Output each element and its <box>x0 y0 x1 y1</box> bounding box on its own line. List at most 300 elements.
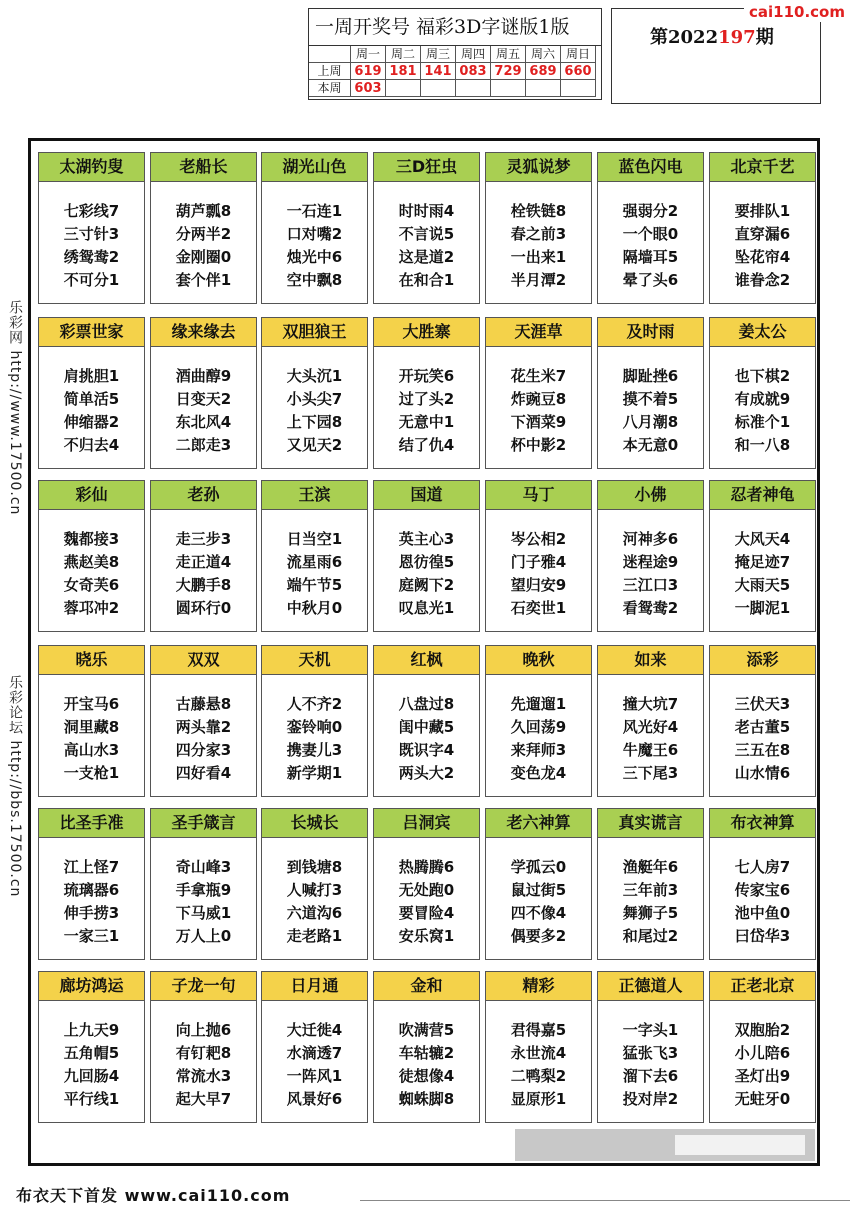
riddle-line: 一家三1 <box>63 927 120 945</box>
riddle-line: 一字头1 <box>622 1021 679 1039</box>
riddle-line: 分两半2 <box>175 225 232 243</box>
riddle-line: 六道沟6 <box>286 904 343 922</box>
riddle-line: 恩彷徨5 <box>398 553 455 571</box>
riddle-card <box>150 971 257 1123</box>
riddle-line: 鼠过街5 <box>510 881 567 899</box>
card-riddles <box>486 838 591 948</box>
day-label: 周日 <box>561 46 596 63</box>
riddle-line: 望归安9 <box>510 576 567 594</box>
day-label: 周二 <box>386 46 421 63</box>
riddle-card <box>261 317 368 469</box>
card-author: 布衣神算 <box>710 809 815 838</box>
riddle-card <box>485 645 592 797</box>
card-riddles <box>262 347 367 457</box>
riddle-card <box>373 317 480 469</box>
riddle-line: 洞里藏8 <box>63 718 120 736</box>
card-author: 北京千艺 <box>710 153 815 182</box>
card-author: 红枫 <box>374 646 479 675</box>
card-riddles <box>39 1001 144 1111</box>
card-riddles <box>598 347 703 457</box>
card-riddles <box>151 182 256 292</box>
riddle-line: 来拜师3 <box>510 741 567 759</box>
riddle-line: 口对嘴2 <box>286 225 343 243</box>
this-week-number: 603 <box>351 80 386 97</box>
site-watermark-top: cai110.com <box>744 2 850 22</box>
riddle-line: 蜘蛛脚8 <box>398 1090 455 1108</box>
card-riddles <box>262 838 367 948</box>
this-week-number <box>526 80 561 97</box>
card-author: 如来 <box>598 646 703 675</box>
footer-text: 布衣天下首发 www.cai110.com <box>16 1186 291 1205</box>
riddle-card <box>150 645 257 797</box>
card-riddles <box>486 182 591 292</box>
riddle-card <box>485 971 592 1123</box>
riddle-line: 二郎走3 <box>175 436 232 454</box>
riddle-card <box>485 152 592 304</box>
riddle-card <box>150 317 257 469</box>
riddle-line: 渔艇年6 <box>622 858 679 876</box>
riddle-card <box>150 808 257 960</box>
riddle-line: 英主心3 <box>398 530 455 548</box>
riddle-line: 绣鸳鸯2 <box>63 248 120 266</box>
riddle-line: 下酒菜9 <box>510 413 567 431</box>
riddle-line: 燕赵美8 <box>63 553 120 571</box>
last-week-number: 181 <box>386 63 421 80</box>
riddle-line: 这是道2 <box>398 248 455 266</box>
card-author: 比圣手准 <box>39 809 144 838</box>
riddle-card <box>597 317 704 469</box>
riddle-card <box>597 480 704 632</box>
riddle-card <box>597 808 704 960</box>
riddle-card <box>261 971 368 1123</box>
card-riddles <box>486 510 591 620</box>
riddle-line: 隔墙耳5 <box>622 248 679 266</box>
card-author: 天涯草 <box>486 318 591 347</box>
riddle-card <box>597 971 704 1123</box>
riddle-card <box>597 152 704 304</box>
riddle-line: 九回肠4 <box>63 1067 120 1085</box>
riddle-line: 撞大坑7 <box>622 695 679 713</box>
riddle-line: 两头靠2 <box>175 718 232 736</box>
riddle-line: 风光好4 <box>622 718 679 736</box>
riddle-line: 车轱辘2 <box>398 1044 455 1062</box>
card-riddles <box>710 1001 815 1111</box>
riddle-line: 空中飘8 <box>286 271 343 289</box>
card-riddles <box>151 347 256 457</box>
riddle-line: 一脚泥1 <box>734 599 791 617</box>
this-week-label: 本周 <box>309 80 351 97</box>
card-author: 晓乐 <box>39 646 144 675</box>
riddle-card <box>709 645 816 797</box>
this-week-number <box>561 80 596 97</box>
riddle-card <box>709 971 816 1123</box>
riddle-line: 平行线1 <box>63 1090 120 1108</box>
issue-number <box>650 23 774 49</box>
riddle-line: 风景好6 <box>286 1090 343 1108</box>
last-week-number: 729 <box>491 63 526 80</box>
card-riddles <box>151 838 256 948</box>
draw-results-table <box>308 8 602 100</box>
riddle-line: 大风天4 <box>734 530 791 548</box>
riddle-line: 杯中影2 <box>510 436 567 454</box>
riddle-line: 新学期1 <box>286 764 343 782</box>
last-week-number: 689 <box>526 63 561 80</box>
riddle-line: 君得嘉5 <box>510 1021 567 1039</box>
riddle-line: 投对岸2 <box>622 1090 679 1108</box>
riddle-line: 庭阙下2 <box>398 576 455 594</box>
card-author: 圣手箴言 <box>151 809 256 838</box>
card-author: 彩票世家 <box>39 318 144 347</box>
riddle-line: 上九天9 <box>63 1021 120 1039</box>
last-week-number: 619 <box>351 63 386 80</box>
riddle-line: 三寸针3 <box>63 225 120 243</box>
riddle-line: 一阵风1 <box>286 1067 343 1085</box>
riddle-line: 溜下去6 <box>622 1067 679 1085</box>
riddle-line: 起大早7 <box>175 1090 232 1108</box>
riddle-line: 伸手捞3 <box>63 904 120 922</box>
riddle-line: 三五在8 <box>734 741 791 759</box>
riddle-line: 标准个1 <box>734 413 791 431</box>
issue-suffix: 期 <box>755 27 774 48</box>
riddle-line: 八盘过8 <box>398 695 455 713</box>
riddle-card <box>709 317 816 469</box>
riddle-line: 向上抛6 <box>175 1021 232 1039</box>
riddle-line: 池中鱼0 <box>734 904 791 922</box>
riddle-line: 不言说5 <box>398 225 455 243</box>
riddle-line: 中秋月0 <box>286 599 343 617</box>
this-week-number <box>456 80 491 97</box>
card-author: 大胜寨 <box>374 318 479 347</box>
riddle-line: 有钉耙8 <box>175 1044 232 1062</box>
riddle-card <box>38 808 145 960</box>
riddle-line: 传家宝6 <box>734 881 791 899</box>
gray-banner-inner <box>675 1135 805 1155</box>
card-author: 灵狐说梦 <box>486 153 591 182</box>
card-author: 长城长 <box>262 809 367 838</box>
riddle-card <box>597 645 704 797</box>
riddle-line: 手拿瓶9 <box>175 881 232 899</box>
riddle-line: 伸缩器2 <box>63 413 120 431</box>
card-author: 老六神算 <box>486 809 591 838</box>
card-author: 金和 <box>374 972 479 1001</box>
card-author: 国道 <box>374 481 479 510</box>
riddle-line: 又见天2 <box>286 436 343 454</box>
last-week-number: 660 <box>561 63 596 80</box>
riddle-line: 猛张飞3 <box>622 1044 679 1062</box>
card-riddles <box>486 675 591 785</box>
header-title: 一周开奖号 福彩3D字谜版1版 <box>309 9 601 46</box>
riddle-line: 山水情6 <box>734 764 791 782</box>
card-riddles <box>262 510 367 620</box>
riddle-line: 叹息光1 <box>398 599 455 617</box>
card-author: 三D狂虫 <box>374 153 479 182</box>
riddle-line: 銮铃响0 <box>286 718 343 736</box>
riddle-line: 流星雨6 <box>286 553 343 571</box>
card-riddles <box>39 182 144 292</box>
card-riddles <box>39 838 144 948</box>
this-week-number <box>491 80 526 97</box>
footer-rule <box>360 1200 850 1201</box>
card-riddles <box>710 838 815 948</box>
riddle-line: 人喊打3 <box>286 881 343 899</box>
card-riddles <box>598 182 703 292</box>
card-author: 添彩 <box>710 646 815 675</box>
card-author: 马丁 <box>486 481 591 510</box>
riddle-line: 水滴透7 <box>286 1044 343 1062</box>
card-riddles <box>151 675 256 785</box>
side-upper-name: 乐彩网 <box>7 300 23 345</box>
riddle-card <box>373 645 480 797</box>
side-lower-url: http://bbs.17500.cn <box>7 740 23 898</box>
riddle-line: 热腾腾6 <box>398 858 455 876</box>
riddle-line: 迷程途9 <box>622 553 679 571</box>
card-author: 老船长 <box>151 153 256 182</box>
last-week-number: 083 <box>456 63 491 80</box>
riddle-line: 炸豌豆8 <box>510 390 567 408</box>
riddle-line: 既识字4 <box>398 741 455 759</box>
card-author: 吕洞宾 <box>374 809 479 838</box>
card-riddles <box>39 510 144 620</box>
riddle-line: 魏都接3 <box>63 530 120 548</box>
riddle-line: 开宝马6 <box>63 695 120 713</box>
riddle-line: 强弱分2 <box>622 202 679 220</box>
riddle-line: 七人房7 <box>734 858 791 876</box>
riddle-line: 在和合1 <box>398 271 455 289</box>
side-upper-url: http://www.17500.cn <box>7 350 23 516</box>
riddle-line: 七彩线7 <box>63 202 120 220</box>
riddle-line: 坠花帘4 <box>734 248 791 266</box>
riddle-line: 女奇芙6 <box>63 576 120 594</box>
card-author: 日月通 <box>262 972 367 1001</box>
side-text-lower <box>3 675 25 897</box>
riddle-line: 上下园8 <box>286 413 343 431</box>
riddle-line: 常流水3 <box>175 1067 232 1085</box>
riddle-line: 看鸳鸯2 <box>622 599 679 617</box>
card-author: 子龙一句 <box>151 972 256 1001</box>
riddle-line: 走老路1 <box>286 927 343 945</box>
riddle-line: 小儿陪6 <box>734 1044 791 1062</box>
riddle-line: 日当空1 <box>286 530 343 548</box>
riddle-card <box>709 808 816 960</box>
card-author: 小佛 <box>598 481 703 510</box>
day-label: 周四 <box>456 46 491 63</box>
riddle-line: 有成就9 <box>734 390 791 408</box>
riddle-card <box>485 317 592 469</box>
riddle-line: 三年前3 <box>622 881 679 899</box>
riddle-line: 也下棋2 <box>734 367 791 385</box>
riddle-line: 显原形1 <box>510 1090 567 1108</box>
riddle-line: 不可分1 <box>63 271 120 289</box>
riddle-line: 古藤悬8 <box>175 695 232 713</box>
riddle-line: 本无意0 <box>622 436 679 454</box>
riddle-card <box>485 480 592 632</box>
riddle-line: 大鹏手8 <box>175 576 232 594</box>
riddle-line: 变色龙4 <box>510 764 567 782</box>
riddle-line: 三下尾3 <box>622 764 679 782</box>
riddle-line: 琉璃器6 <box>63 881 120 899</box>
riddle-card <box>38 971 145 1123</box>
card-riddles <box>39 347 144 457</box>
card-riddles <box>374 510 479 620</box>
riddle-card <box>373 808 480 960</box>
riddle-line: 携妻儿3 <box>286 741 343 759</box>
riddle-line: 一石连1 <box>286 202 343 220</box>
riddle-card <box>373 152 480 304</box>
riddle-card <box>261 645 368 797</box>
card-riddles <box>374 347 479 457</box>
side-text-upper <box>3 300 25 515</box>
riddle-line: 一个眼0 <box>622 225 679 243</box>
riddle-line: 江上怪7 <box>63 858 120 876</box>
riddle-line: 五角帽5 <box>63 1044 120 1062</box>
riddle-line: 门子雅4 <box>510 553 567 571</box>
riddle-line: 直穿漏6 <box>734 225 791 243</box>
riddle-card <box>261 480 368 632</box>
riddle-line: 人不齐2 <box>286 695 343 713</box>
riddle-line: 栓铁链8 <box>510 202 567 220</box>
riddle-card <box>38 152 145 304</box>
riddle-line: 三伏天3 <box>734 695 791 713</box>
riddle-card <box>150 152 257 304</box>
card-author: 太湖钓叟 <box>39 153 144 182</box>
riddle-line: 岑公相2 <box>510 530 567 548</box>
day-label: 周三 <box>421 46 456 63</box>
side-lower-name: 乐彩论坛 <box>7 675 23 735</box>
card-author: 廊坊鸿运 <box>39 972 144 1001</box>
riddle-line: 圆环行0 <box>175 599 232 617</box>
riddle-line: 到钱塘8 <box>286 858 343 876</box>
card-riddles <box>598 838 703 948</box>
card-riddles <box>374 838 479 948</box>
riddle-line: 闺中藏5 <box>398 718 455 736</box>
card-author: 双双 <box>151 646 256 675</box>
riddle-card <box>38 645 145 797</box>
card-author: 及时雨 <box>598 318 703 347</box>
card-author: 彩仙 <box>39 481 144 510</box>
last-week-number: 141 <box>421 63 456 80</box>
day-label: 周五 <box>491 46 526 63</box>
riddle-line: 和尾过2 <box>622 927 679 945</box>
riddle-line: 简单活5 <box>63 390 120 408</box>
riddle-board <box>28 138 820 1166</box>
card-riddles <box>486 347 591 457</box>
riddle-line: 掩足迹7 <box>734 553 791 571</box>
riddle-line: 双胞胎2 <box>734 1021 791 1039</box>
riddle-line: 八月潮8 <box>622 413 679 431</box>
card-riddles <box>486 1001 591 1111</box>
day-label: 周六 <box>526 46 561 63</box>
riddle-line: 徒想像4 <box>398 1067 455 1085</box>
card-author: 老孙 <box>151 481 256 510</box>
card-riddles <box>710 347 815 457</box>
card-author: 王滨 <box>262 481 367 510</box>
card-riddles <box>710 675 815 785</box>
riddle-line: 走正道4 <box>175 553 232 571</box>
riddle-line: 四好看4 <box>175 764 232 782</box>
riddle-line: 万人上0 <box>175 927 232 945</box>
riddle-card <box>261 808 368 960</box>
card-riddles <box>39 675 144 785</box>
riddle-line: 时时雨4 <box>398 202 455 220</box>
card-author: 精彩 <box>486 972 591 1001</box>
riddle-line: 二鸭梨2 <box>510 1067 567 1085</box>
card-author: 正德道人 <box>598 972 703 1001</box>
riddle-line: 花生米7 <box>510 367 567 385</box>
riddle-line: 四不像4 <box>510 904 567 922</box>
card-author: 姜太公 <box>710 318 815 347</box>
card-author: 忍者神龟 <box>710 481 815 510</box>
issue-box <box>611 8 821 104</box>
riddle-card <box>373 480 480 632</box>
card-riddles <box>262 675 367 785</box>
riddle-card <box>261 152 368 304</box>
riddle-line: 开玩笑6 <box>398 367 455 385</box>
riddle-line: 久回荡9 <box>510 718 567 736</box>
riddle-line: 奇山峰3 <box>175 858 232 876</box>
riddle-line: 无处跑0 <box>398 881 455 899</box>
riddle-line: 晕了头6 <box>622 271 679 289</box>
riddle-line: 两头大2 <box>398 764 455 782</box>
riddle-line: 结了仇4 <box>398 436 455 454</box>
riddle-line: 谁眷念2 <box>734 271 791 289</box>
riddle-line: 大雨天5 <box>734 576 791 594</box>
riddle-line: 走三步3 <box>175 530 232 548</box>
card-author: 天机 <box>262 646 367 675</box>
riddle-line: 下马威1 <box>175 904 232 922</box>
day-label: 周一 <box>351 46 386 63</box>
card-riddles <box>598 510 703 620</box>
riddle-line: 老古董5 <box>734 718 791 736</box>
card-riddles <box>374 675 479 785</box>
riddle-line: 端午节5 <box>286 576 343 594</box>
riddle-line: 半月潭2 <box>510 271 567 289</box>
last-week-label: 上周 <box>309 63 351 80</box>
riddle-line: 无蛀牙0 <box>734 1090 791 1108</box>
card-riddles <box>710 510 815 620</box>
riddle-line: 无意中1 <box>398 413 455 431</box>
draw-grid <box>309 46 601 97</box>
riddle-line: 金刚圈0 <box>175 248 232 266</box>
card-riddles <box>374 182 479 292</box>
riddle-line: 过了头2 <box>398 390 455 408</box>
riddle-line: 牛魔王6 <box>622 741 679 759</box>
card-riddles <box>151 510 256 620</box>
card-author: 蓝色闪电 <box>598 153 703 182</box>
card-riddles <box>262 1001 367 1111</box>
riddle-line: 大头沉1 <box>286 367 343 385</box>
riddle-line: 吹满营5 <box>398 1021 455 1039</box>
riddle-line: 脚趾挫6 <box>622 367 679 385</box>
card-riddles <box>374 1001 479 1111</box>
riddle-line: 肩挑胆1 <box>63 367 120 385</box>
riddle-line: 学孤云0 <box>510 858 567 876</box>
card-author: 缘来缘去 <box>151 318 256 347</box>
card-riddles <box>598 1001 703 1111</box>
riddle-line: 烛光中6 <box>286 248 343 266</box>
riddle-card <box>150 480 257 632</box>
riddle-card <box>373 971 480 1123</box>
riddle-card <box>38 480 145 632</box>
riddle-line: 舞狮子5 <box>622 904 679 922</box>
issue-prefix: 第2022 <box>650 27 719 48</box>
riddle-line: 三江口3 <box>622 576 679 594</box>
card-author: 晚秋 <box>486 646 591 675</box>
riddle-line: 偶要多2 <box>510 927 567 945</box>
riddle-card <box>485 808 592 960</box>
riddle-line: 圣灯出9 <box>734 1067 791 1085</box>
this-week-number <box>421 80 456 97</box>
gray-banner <box>515 1129 815 1161</box>
